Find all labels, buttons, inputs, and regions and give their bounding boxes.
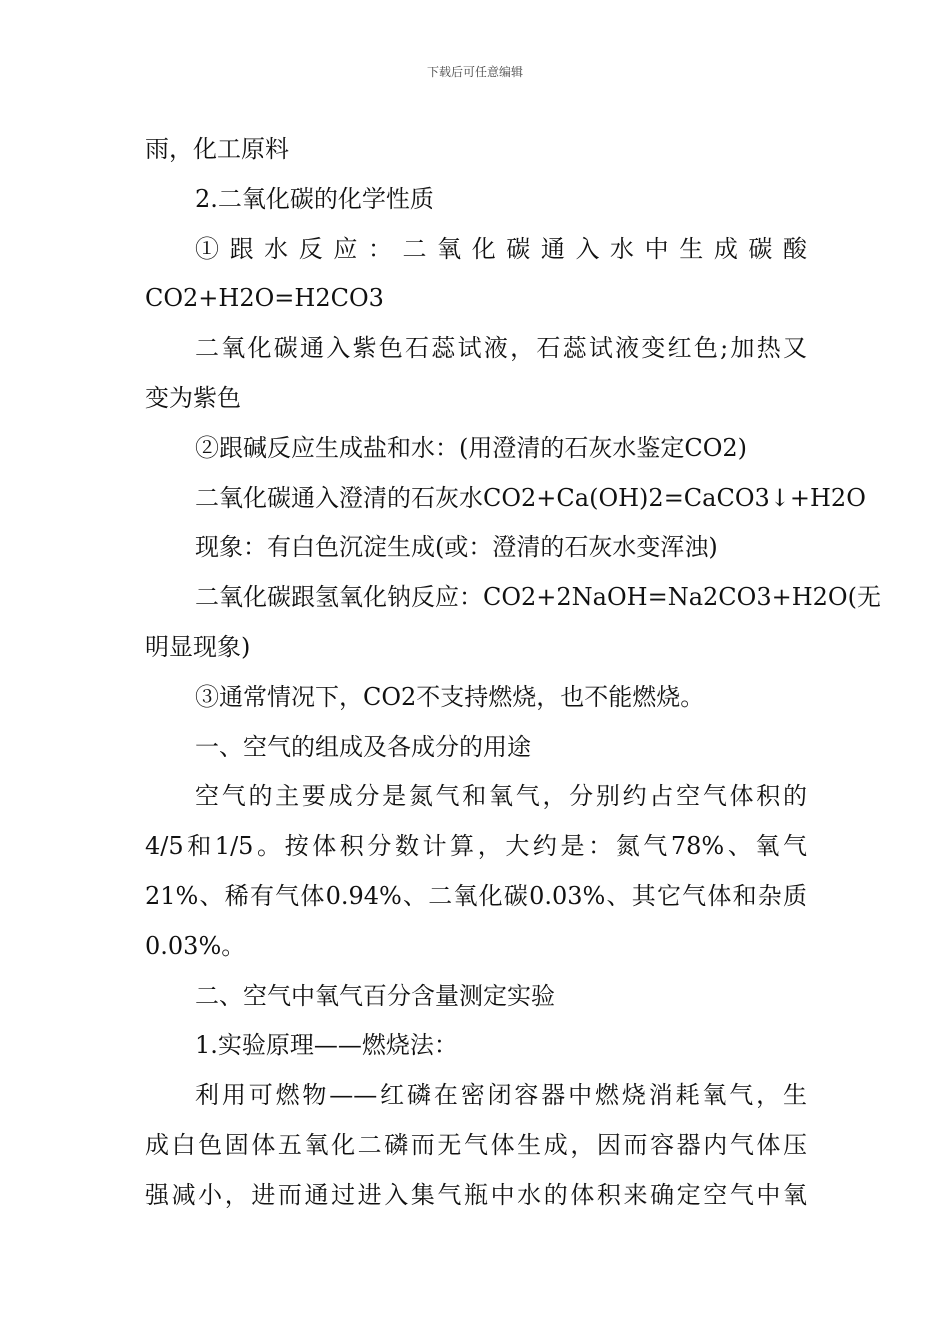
text-line-principle-2: 成白色固体五氧化二磷而无气体生成，因而容器内气体压 [145, 1130, 807, 1159]
document-body [145, 125, 881, 1221]
text-line-1: 雨，化工原料 [145, 135, 289, 163]
header-text: 下载后可任意编辑 [426, 65, 523, 79]
equation-limewater: 二氧化碳通入澄清的石灰水CO2+Ca(OH)2=CaCO3↓+H2O [195, 483, 866, 512]
text-line-sodium-hydroxide-cont: 明显现象) [145, 632, 251, 661]
text-line-air-percentages-cont: 0.03%。 [145, 931, 246, 960]
text-line-litmus: 二氧化碳通入紫色石蕊试液，石蕊试液变红色;加热又 [195, 334, 807, 363]
text-line-principle-3: 强减小，进而通过进入集气瓶中水的体积来确定空气中氧 [145, 1180, 807, 1209]
section-heading-co2-chemical-properties: 2.二氧化碳的化学性质 [195, 184, 434, 213]
page-header [0, 64, 950, 80]
section-heading-oxygen-experiment: 二、空气中氧气百分含量测定实验 [195, 981, 555, 1010]
text-line-reaction-with-base: ②跟碱反应生成盐和水：(用澄清的石灰水鉴定CO2) [195, 433, 748, 462]
text-line-air-main-components: 空气的主要成分是氮气和氧气，分别约占空气体积的 [195, 782, 807, 811]
text-line-phenomenon: 现象：有白色沉淀生成(或：澄清的石灰水变浑浊) [195, 533, 718, 562]
text-line-combustion: ③通常情况下，CO2不支持燃烧，也不能燃烧。 [195, 682, 705, 711]
text-line-reaction-with-water: ①跟水反应：二氧化碳通入水中生成碳酸 [195, 234, 807, 263]
equation-sodium-hydroxide: 二氧化碳跟氢氧化钠反应：CO2+2NaOH=Na2CO3+H2O(无 [195, 583, 881, 612]
section-heading-air-composition: 一、空气的组成及各成分的用途 [195, 732, 531, 761]
text-line-air-fractions: 4/5和1/5。按体积分数计算，大约是：氮气78%、氧气 [145, 832, 807, 861]
text-line-litmus-cont: 变为紫色 [145, 383, 241, 412]
text-line-principle-1: 利用可燃物——红磷在密闭容器中燃烧消耗氧气，生 [195, 1081, 807, 1110]
text-line-air-percentages: 21%、稀有气体0.94%、二氧化碳0.03%、其它气体和杂质 [145, 881, 807, 910]
subheading-experiment-principle: 1.实验原理——燃烧法： [195, 1031, 458, 1060]
equation-carbonic-acid: CO2+H2O=H2CO3 [145, 284, 384, 313]
